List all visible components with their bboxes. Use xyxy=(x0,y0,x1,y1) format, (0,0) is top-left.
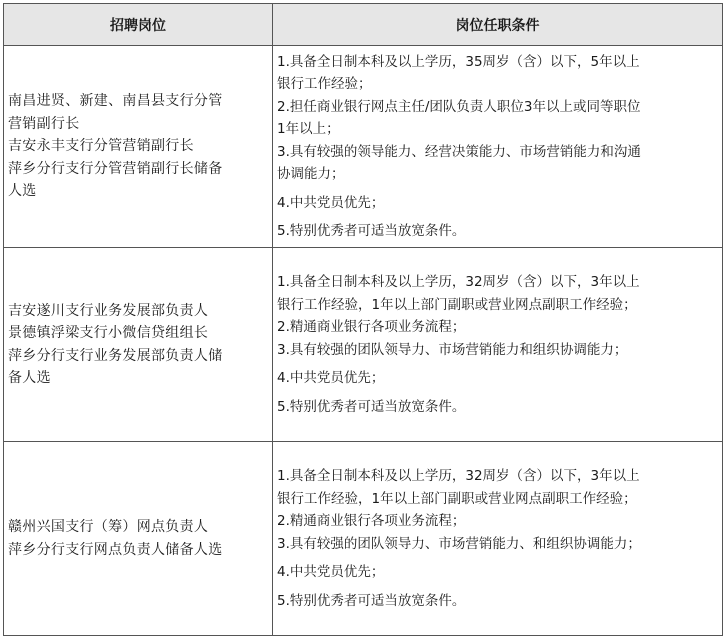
position-line: 吉安永丰支行分管营销副行长 xyxy=(8,138,194,155)
requirement-line: 5.特别优秀者可适当放宽条件。 xyxy=(277,223,466,239)
requirement-line: 4.中共党员优先； xyxy=(277,564,385,580)
requirement-line: 1年以上； xyxy=(277,121,340,137)
requirements-cell xyxy=(273,46,723,248)
positions-cell xyxy=(4,46,273,248)
position-line: 备人选 xyxy=(8,370,51,386)
position-line: 景德镇浮梁支行小微信贷组组长 xyxy=(8,325,209,341)
positions-cell xyxy=(4,442,273,636)
position-line: 萍乡分行支行分管营销副行长储备 xyxy=(8,160,223,177)
requirement-line: 1.具备全日制本科及以上学历，32周岁（含）以下，3年以上 xyxy=(277,468,640,484)
table-row xyxy=(4,442,723,636)
position-line: 南昌进贤、新建、南昌县支行分管 xyxy=(8,93,223,110)
position-line: 吉安遂川支行业务发展部负责人 xyxy=(8,302,209,319)
requirement-line: 1.具备全日制本科及以上学历，35周岁（含）以下，5年以上 xyxy=(277,53,640,70)
requirements-cell xyxy=(273,442,723,636)
requirement-line: 2.精通商业银行各项业务流程； xyxy=(277,319,466,335)
requirement-line: 3.具有较强的领导能力、经营决策能力、市场营销能力和沟通 xyxy=(277,143,641,160)
requirement-line: 1.具备全日制本科及以上学历，32周岁（含）以下，3年以上 xyxy=(277,274,640,290)
requirement-line: 4.中共党员优先； xyxy=(277,194,385,211)
requirement-line: 2.精通商业银行各项业务流程； xyxy=(277,513,466,529)
table-row xyxy=(4,248,723,442)
requirement-line: 协调能力； xyxy=(277,166,345,182)
requirement-line: 5.特别优秀者可适当放宽条件。 xyxy=(277,592,466,609)
requirement-line: 银行工作经验，1年以上部门副职或营业网点副职工作经验； xyxy=(277,296,637,313)
requirement-line: 3.具有较强的团队领导力、市场营销能力、和组织协调能力； xyxy=(277,535,641,552)
position-line: 萍乡分行支行网点负责人储备人选 xyxy=(8,541,223,558)
requirement-line: 3.具有较强的团队领导力、市场营销能力和组织协调能力； xyxy=(277,341,628,358)
requirement-line: 银行工作经验； xyxy=(277,76,372,92)
position-line: 人选 xyxy=(8,183,37,200)
recruitment-table xyxy=(3,3,723,636)
position-line: 营销副行长 xyxy=(8,115,80,132)
header-position: 招聘岗位 xyxy=(4,4,273,46)
requirement-line: 银行工作经验，1年以上部门副职或营业网点副职工作经验； xyxy=(277,490,637,507)
requirements-cell xyxy=(273,248,723,442)
requirement-line: 2.担任商业银行网点主任/团队负责人职位3年以上或同等职位 xyxy=(277,98,641,115)
requirement-line: 4.中共党员优先； xyxy=(277,370,385,386)
table-row xyxy=(4,46,723,248)
header-row xyxy=(4,4,723,46)
positions-cell xyxy=(4,248,273,442)
header-requirements: 岗位任职条件 xyxy=(273,4,723,46)
position-line: 赣州兴国支行（筹）网点负责人 xyxy=(8,519,209,535)
position-line: 萍乡分行支行业务发展部负责人储 xyxy=(8,347,223,364)
requirement-line: 5.特别优秀者可适当放宽条件。 xyxy=(277,398,466,415)
